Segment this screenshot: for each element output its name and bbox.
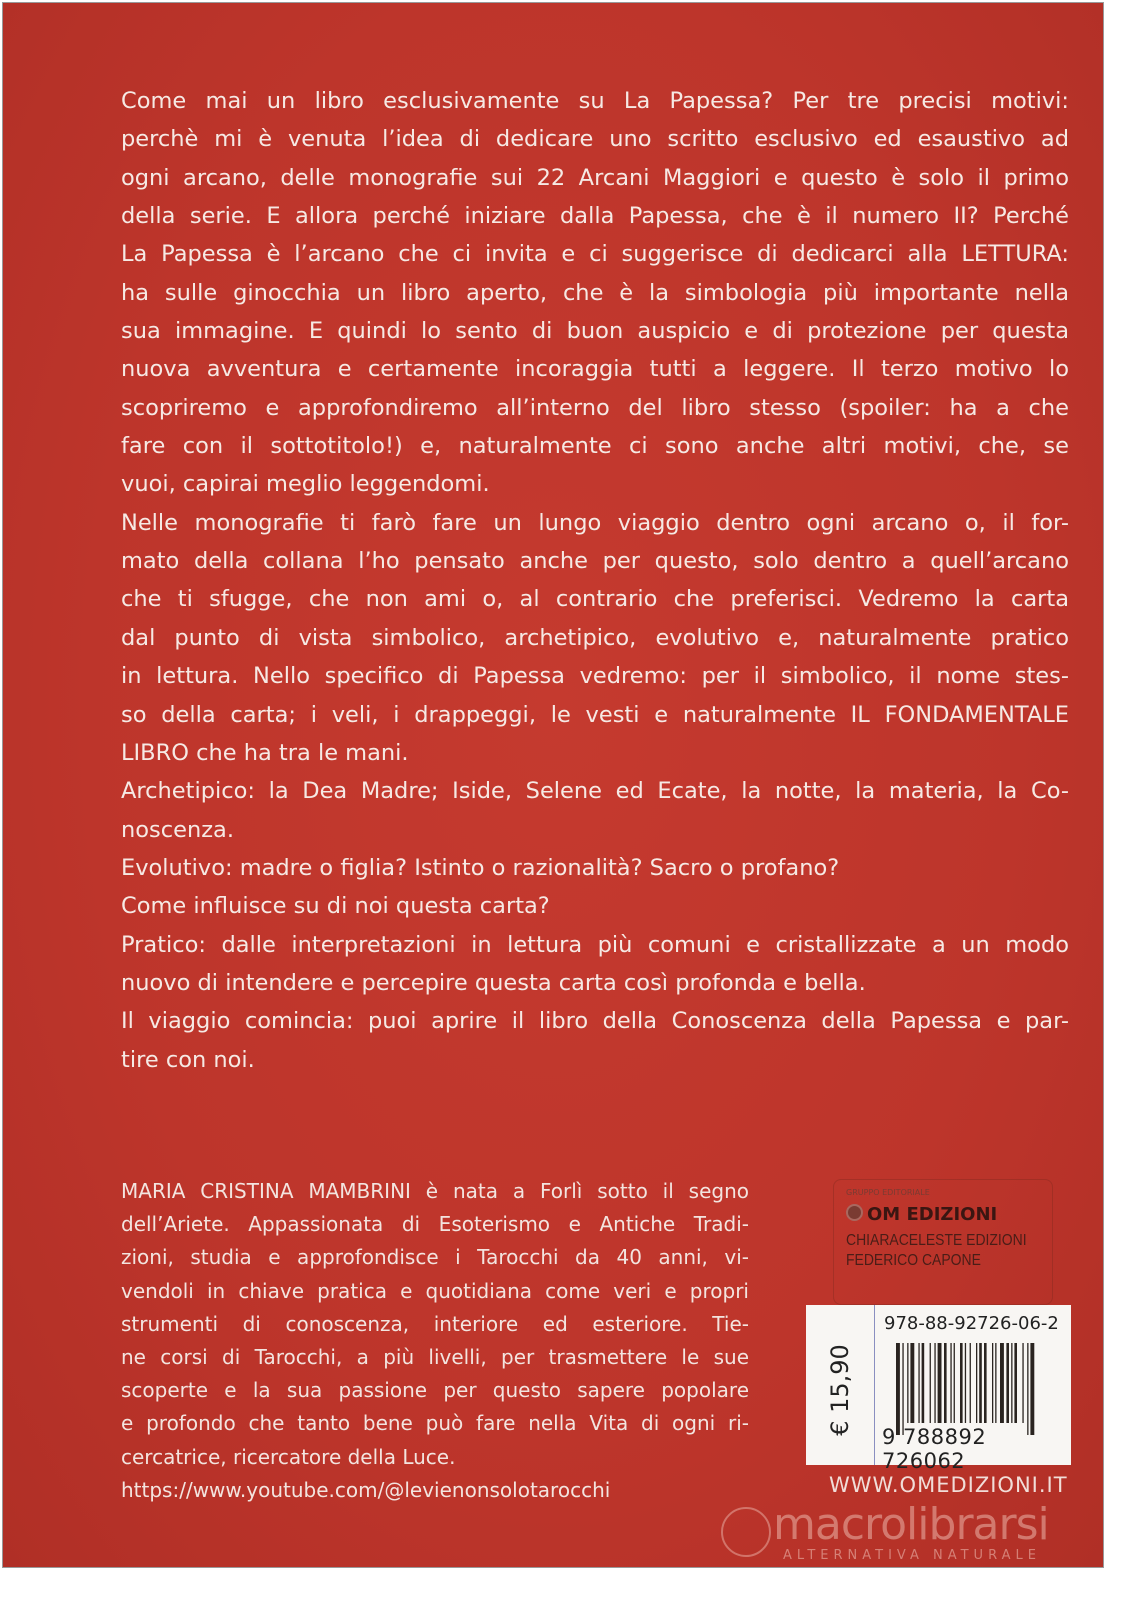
barcode-bar (984, 1343, 987, 1423)
text-line: Evolutivo: madre o figlia? Istinto o razionalità? Sacro o profano? (121, 854, 840, 881)
text-line: MARIA CRISTINA MAMBRINI è nata a Forlì sotto il segno (121, 1179, 749, 1203)
text-line: dell’Ariete. Appassionata di Esoterismo e Antiche Tradi- (121, 1212, 749, 1237)
watermark (721, 1499, 1101, 1565)
text-line: Il viaggio comincia: puoi aprire il libro della Conoscenza della Papessa e par- (121, 1008, 1069, 1035)
text-line: Come influisce su di noi questa carta? (121, 893, 550, 920)
text-line: che ti sfugge, che non ami o, al contrario che preferisci. Vedremo la carta (121, 586, 1069, 613)
barcode-bar (918, 1343, 919, 1423)
text-line: strumenti di conoscenza, interiore ed esteriore. Tie- (121, 1311, 749, 1336)
barcode-bar (896, 1343, 900, 1435)
barcode-bar (1014, 1343, 1017, 1423)
om-logo-icon (846, 1204, 863, 1221)
text-line: scoperte e la sua passione per questo sapere popolare (121, 1378, 749, 1403)
text-line: La Papessa è l’arcano che ci invita e ci suggerisce di dedicarci alla LETTURA: (121, 241, 1069, 268)
barcode-bar (965, 1343, 966, 1423)
publisher-name (846, 1204, 997, 1225)
text-line: Come mai un libro esclusivamente su La Papessa? Per tre precisi motivi: (121, 88, 1069, 114)
text-line: della serie. E allora perché iniziare dalla Papessa, che è il numero II? Perché (121, 203, 1069, 230)
barcode-bar (907, 1343, 908, 1423)
barcode-bar (960, 1343, 963, 1423)
text-line: nuova avventura e certamente incoraggia tutti a leggere. Il terzo motivo lo (121, 356, 1069, 383)
barcode-bar (1030, 1343, 1034, 1435)
text-line: tire con noi. (121, 1046, 255, 1073)
text-line: fare con il sottotitolo!) e, naturalmente ci sono anche altri motivi, che, se (121, 433, 1069, 460)
text-line: ha sulle ginocchia un libro aperto, che è la simbologia più importante nella (121, 279, 1069, 306)
text-line: vendoli in chiave pratica e quotidiana come veri e propri (121, 1278, 749, 1303)
price (810, 1325, 870, 1455)
text-line: Pratico: dalle interpretazioni in lettura più comuni e cristallizzate a un modo (121, 931, 1069, 958)
imprint-federico-capone: FEDERICO CAPONE (846, 1252, 981, 1269)
text-line: in lettura. Nello specifico di Papessa vedremo: per il simbolico, il nome stes- (121, 663, 1069, 690)
watermark-tagline: ALTERNATIVA NATURALE (783, 1548, 1041, 1563)
barcode-bar (934, 1343, 935, 1423)
text-line: ogni arcano, delle monografie sui 22 Arcani Maggiori e questo è solo il primo (121, 164, 1069, 191)
barcode-bar (976, 1343, 977, 1423)
barcode-label (806, 1305, 1071, 1473)
isbn: 978-88-92726-06-2 (884, 1313, 1059, 1334)
text-line: perchè mi è venuta l’idea di dedicare uno scritto esclusivo ed esaustivo ad (121, 126, 1069, 153)
checkmark-logo-icon (721, 1507, 771, 1557)
price-text: € 15,90 (826, 1344, 855, 1436)
imprint-chiaraceleste: CHIARACELESTE EDIZIONI (846, 1232, 1027, 1249)
text-line: LIBRO che ha tra le mani. (121, 739, 409, 766)
watermark-name: macrolibrarsi (773, 1499, 1049, 1550)
ean-number: 9 788892 726062 (882, 1425, 987, 1473)
text-line: https://www.youtube.com/@levienonsolotarocchi (121, 1477, 611, 1502)
barcode-bar (1000, 1343, 1004, 1423)
barcode-bar (992, 1343, 993, 1423)
barcode-bar (1022, 1343, 1023, 1423)
barcode-bar (1027, 1343, 1028, 1435)
barcode-bar (910, 1343, 914, 1423)
book-back-cover (2, 2, 1104, 1568)
barcode-bar (979, 1343, 982, 1423)
text-line: scopriremo e approfondiremo all’interno del libro stesso (spoiler: ha a che (121, 394, 1069, 421)
text-line: ne corsi di Tarocchi, a più livelli, per trasmettere le sue (121, 1344, 749, 1369)
text-line: e profondo che tanto bene può fare nella Vita di ogni ri- (121, 1411, 749, 1436)
barcode-bar (970, 1343, 971, 1423)
synopsis-text (121, 82, 1069, 1079)
text-line: noscenza. (121, 816, 234, 843)
barcode-bar (944, 1343, 947, 1423)
text-line: sua immagine. E quindi lo sento di buon auspicio e di protezione per questa (121, 318, 1069, 345)
publisher-group-label: GRUPPO EDITORIALE (846, 1188, 930, 1197)
text-line: nuovo di intendere e percepire questa carta così profonda e bella. (121, 969, 866, 996)
text-line: cercatrice, ricercatore della Luce. (121, 1444, 456, 1469)
barcode-bar (950, 1343, 951, 1423)
publisher-website[interactable]: WWW.OMEDIZIONI.IT (829, 1473, 1068, 1497)
text-line: so della carta; i veli, i drappeggi, le vesti e naturalmente IL FONDAMENTALE (121, 701, 1069, 728)
text-line: Nelle monografie ti farò fare un lungo viaggio dentro ogni arcano o, il for- (121, 509, 1069, 536)
text-line: dal punto di vista simbolico, archetipico, evolutivo e, naturalmente pratico (121, 624, 1069, 651)
publisher-name-text: OM EDIZIONI (867, 1204, 998, 1225)
barcode-bar (922, 1343, 925, 1423)
text-line: mato della collana l’ho pensato anche per questo, solo dentro a quell’arcano (121, 548, 1069, 575)
text-line: vuoi, capirai meglio leggendomi. (121, 471, 490, 498)
barcode-bar (930, 1343, 931, 1423)
text-line: zioni, studia e approfondisce i Tarocchi da 40 anni, vi- (121, 1245, 749, 1270)
barcode-bar (1006, 1343, 1009, 1423)
barcode-bar (995, 1343, 996, 1423)
barcode-bar (1011, 1343, 1012, 1423)
barcode-bar (954, 1343, 955, 1423)
divider (874, 1305, 875, 1465)
text-line: Archetipico: la Dea Madre; Iside, Selene ed Ecate, la notte, la materia, la Co- (121, 778, 1069, 805)
author-bio (121, 1175, 749, 1507)
barcode-bar (902, 1343, 903, 1435)
publisher-box (833, 1179, 1053, 1305)
barcode-bar (938, 1343, 942, 1423)
